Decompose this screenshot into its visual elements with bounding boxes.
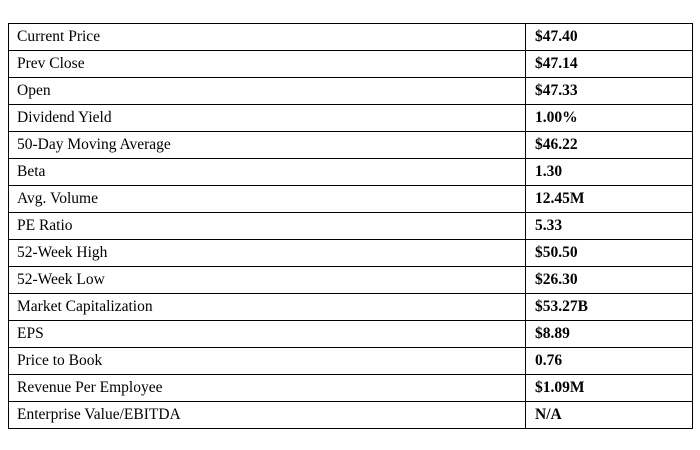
stat-label: Market Capitalization: [9, 294, 526, 321]
stat-value: N/A: [526, 402, 693, 429]
stat-value: $46.22: [526, 132, 693, 159]
table-row: [9, 213, 693, 240]
stat-label: Current Price: [9, 24, 526, 51]
stat-value: $47.40: [526, 24, 693, 51]
table-row: [9, 375, 693, 402]
stat-label: Avg. Volume: [9, 186, 526, 213]
stat-label: 50-Day Moving Average: [9, 132, 526, 159]
table-row: [9, 267, 693, 294]
stat-value: 5.33: [526, 213, 693, 240]
stat-label: Open: [9, 78, 526, 105]
table-row: [9, 132, 693, 159]
stat-value: 12.45M: [526, 186, 693, 213]
stat-value: $8.89: [526, 321, 693, 348]
stat-label: Enterprise Value/EBITDA: [9, 402, 526, 429]
stat-label: Price to Book: [9, 348, 526, 375]
stock-stats-table: [8, 23, 693, 429]
table-row: [9, 294, 693, 321]
stat-label: EPS: [9, 321, 526, 348]
stat-label: 52-Week High: [9, 240, 526, 267]
stat-label: Prev Close: [9, 51, 526, 78]
stat-value: $26.30: [526, 267, 693, 294]
stat-label: Beta: [9, 159, 526, 186]
table-row: [9, 186, 693, 213]
stat-label: 52-Week Low: [9, 267, 526, 294]
stat-label: PE Ratio: [9, 213, 526, 240]
stat-label: Revenue Per Employee: [9, 375, 526, 402]
table-row: [9, 159, 693, 186]
stat-value: 0.76: [526, 348, 693, 375]
table-row: [9, 240, 693, 267]
stat-value: $47.33: [526, 78, 693, 105]
stat-value: 1.00%: [526, 105, 693, 132]
table-row: [9, 402, 693, 429]
table-row: [9, 78, 693, 105]
stat-value: $53.27B: [526, 294, 693, 321]
table-row: [9, 348, 693, 375]
table-row: [9, 51, 693, 78]
stock-stats-body: [9, 24, 693, 429]
stat-value: $1.09M: [526, 375, 693, 402]
stat-value: 1.30: [526, 159, 693, 186]
table-row: [9, 105, 693, 132]
stat-value: $47.14: [526, 51, 693, 78]
stat-value: $50.50: [526, 240, 693, 267]
table-row: [9, 321, 693, 348]
stat-label: Dividend Yield: [9, 105, 526, 132]
table-row: [9, 24, 693, 51]
